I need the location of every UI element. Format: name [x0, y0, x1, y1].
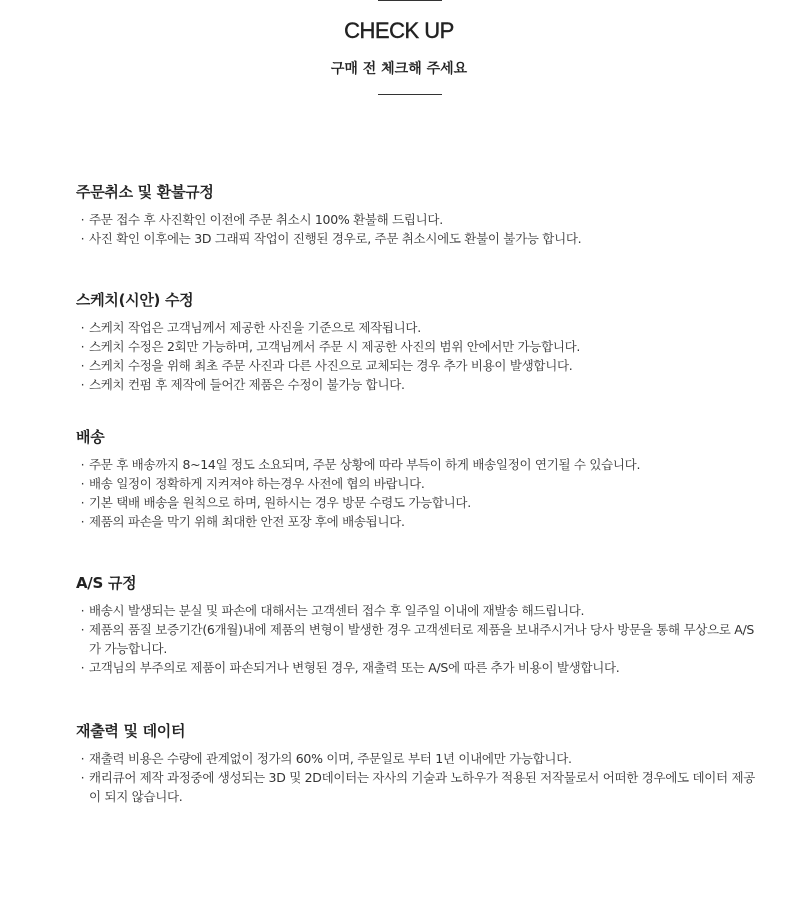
list-item: · 배송시 발생되는 분실 및 파손에 대해서는 고객센터 접수 후 일주일 이내에 재발송 해드립니다.	[76, 601, 756, 620]
bullet-icon: ·	[80, 660, 85, 675]
section-title: 주문취소 및 환불규정	[76, 183, 214, 201]
bullet-icon: ·	[80, 212, 85, 227]
bullet-icon: ·	[80, 495, 85, 510]
list-item: · 제품의 품질 보증기간(6개월)내에 제품의 변형이 발생한 경우 고객센터로 제품을 보내주시거나 당사 방문을 통해 무상으로 A/S가 가능합니다.	[76, 620, 756, 658]
list-item: · 주문 후 배송까지 8~14일 정도 소요되며, 주문 상황에 따라 부득이 하게 배송일정이 연기될 수 있습니다.	[76, 455, 756, 474]
list-item: · 캐리큐어 제작 과정중에 생성되는 3D 및 2D데이터는 자사의 기술과 노하우가 적용된 저작물로서 어떠한 경우에도 데이터 제공이 되지 않습니다.	[76, 768, 756, 806]
list-item: · 배송 일정이 정확하게 지켜져야 하는경우 사전에 협의 바랍니다.	[76, 474, 756, 493]
section-title: 배송	[76, 428, 105, 446]
list-item: · 스케치 컨펌 후 제작에 들어간 제품은 수정이 불가능 합니다.	[76, 375, 756, 394]
bullet-icon: ·	[80, 358, 85, 373]
page-title: CHECK UP	[344, 18, 454, 43]
section-list	[76, 318, 756, 394]
list-item: · 고객님의 부주의로 제품이 파손되거나 변형된 경우, 재출력 또는 A/S에 따른 추가 비용이 발생합니다.	[76, 658, 756, 677]
top-divider	[378, 0, 442, 1]
list-item: · 스케치 수정은 2회만 가능하며, 고객님께서 주문 시 제공한 사진의 범위 안에서만 가능합니다.	[76, 337, 756, 356]
list-item: · 사진 확인 이후에는 3D 그래픽 작업이 진행된 경우로, 주문 취소시에도 환불이 불가능 합니다.	[76, 229, 756, 248]
bullet-icon: ·	[80, 622, 85, 637]
section-as-policy	[76, 572, 756, 677]
section-sketch-revision	[76, 289, 756, 394]
bullet-icon: ·	[80, 476, 85, 491]
header-divider	[378, 94, 442, 95]
bullet-icon: ·	[80, 603, 85, 618]
page-subtitle: 구매 전 체크해 주세요	[330, 61, 468, 77]
section-list	[76, 210, 756, 248]
bullet-icon: ·	[80, 514, 85, 529]
bullet-icon: ·	[80, 231, 85, 246]
list-item: · 기본 택배 배송을 원칙으로 하며, 원하시는 경우 방문 수령도 가능합니다.	[76, 493, 756, 512]
bullet-icon: ·	[80, 751, 85, 766]
section-title: A/S 규정	[76, 574, 137, 592]
bullet-icon: ·	[80, 320, 85, 335]
section-list	[76, 455, 756, 531]
list-item: · 스케치 작업은 고객님께서 제공한 사진을 기준으로 제작됩니다.	[76, 318, 756, 337]
section-title: 재출력 및 데이터	[76, 722, 186, 740]
list-item: · 제품의 파손을 막기 위해 최대한 안전 포장 후에 배송됩니다.	[76, 512, 756, 531]
section-cancel-refund	[76, 181, 756, 248]
section-reprint-data	[76, 720, 756, 806]
section-list	[76, 601, 756, 677]
bullet-icon: ·	[80, 457, 85, 472]
section-title: 스케치(시안) 수정	[76, 291, 194, 309]
list-item: · 주문 접수 후 사진확인 이전에 주문 취소시 100% 환불해 드립니다.	[76, 210, 756, 229]
bullet-icon: ·	[80, 377, 85, 392]
bullet-icon: ·	[80, 770, 85, 785]
bullet-icon: ·	[80, 339, 85, 354]
section-list	[76, 749, 756, 806]
list-item: · 스케치 수정을 위해 최초 주문 사진과 다른 사진으로 교체되는 경우 추가 비용이 발생합니다.	[76, 356, 756, 375]
list-item: · 재출력 비용은 수량에 관계없이 정가의 60% 이며, 주문일로 부터 1년 이내에만 가능합니다.	[76, 749, 756, 768]
section-delivery	[76, 426, 756, 531]
